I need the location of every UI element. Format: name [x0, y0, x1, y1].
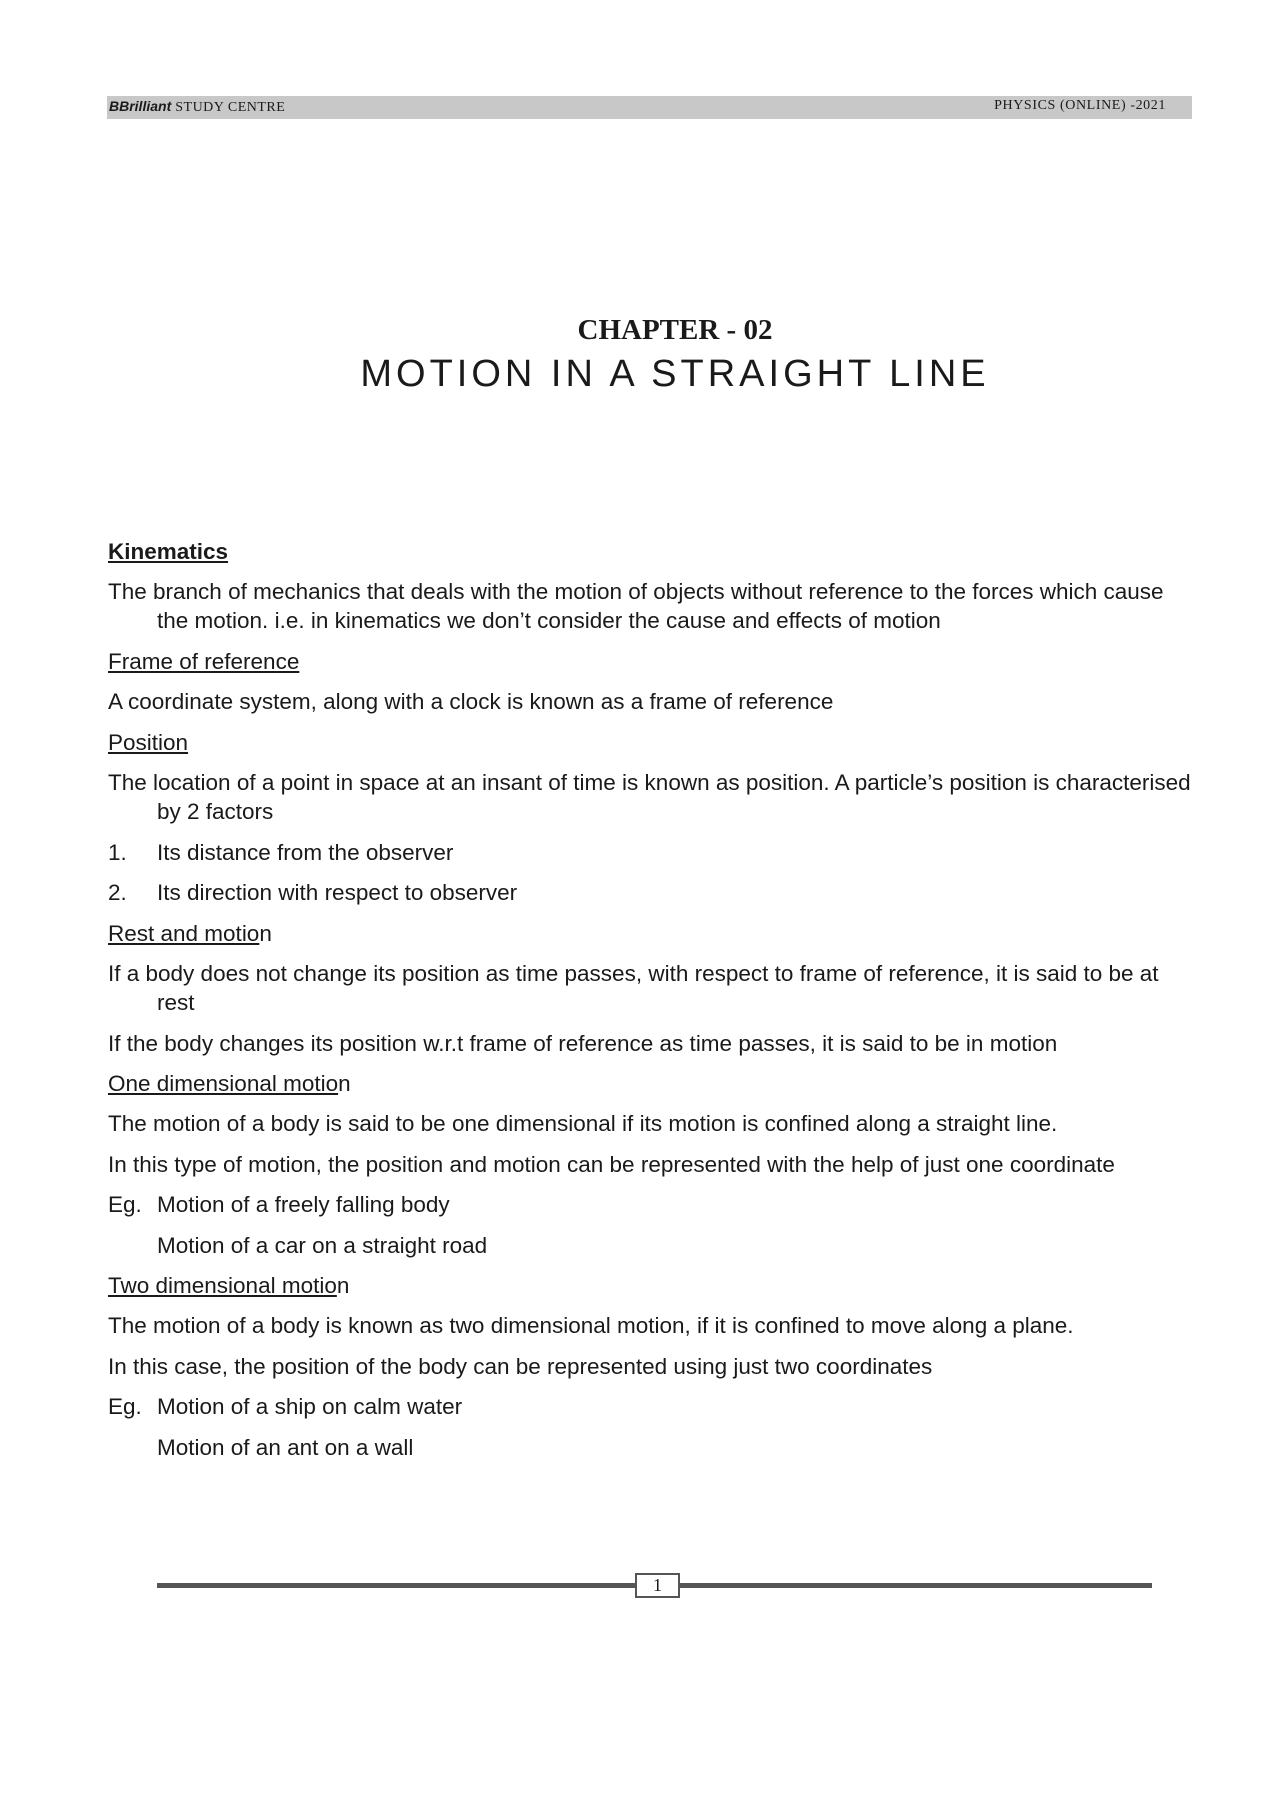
rest-definition-cont: rest: [157, 990, 195, 1015]
list-item: Its distance from the observer: [157, 840, 454, 865]
kinematics-definition-cont: the motion. i.e. in kinematics we don’t consider the cause and effects of motion: [157, 608, 941, 633]
two-dim-definition-2: In this case, the position of the body can be represented using just two coordinates: [108, 1354, 933, 1379]
footer-rule-left: [157, 1583, 637, 1588]
two-dim-example-2: Motion of an ant on a wall: [157, 1435, 414, 1460]
chapter-title: MOTION IN A STRAIGHT LINE: [360, 353, 990, 395]
page-number: 1: [635, 1573, 680, 1598]
position-definition-cont: by 2 factors: [157, 799, 274, 824]
org-name: STUDY CENTRE: [175, 100, 286, 115]
motion-definition: If the body changes its position w.r.t frame of reference as time passes, it is said to be in motion: [108, 1031, 1058, 1056]
one-dim-heading-underlined: One dimensional motio: [108, 1071, 339, 1096]
header-left: [109, 98, 285, 116]
kinematics-heading: Kinematics: [108, 539, 229, 564]
two-dim-definition: The motion of a body is known as two dimensional motion, if it is confined to move along a plane.: [108, 1313, 1074, 1338]
two-dim-example-1: Motion of a ship on calm water: [157, 1394, 463, 1419]
two-dim-heading-tail: n: [336, 1273, 350, 1298]
rest-heading-tail: n: [259, 921, 272, 946]
one-dim-heading-tail: n: [338, 1071, 351, 1096]
rest-definition: If a body does not change its position as time passes, with respect to frame of reference, it is said to be at: [108, 961, 1159, 986]
position-heading: Position: [108, 730, 189, 755]
eg-label: Eg.: [108, 1192, 142, 1217]
footer-rule-right: [678, 1583, 1152, 1588]
one-dim-heading: [108, 1071, 351, 1097]
one-dim-example-1: Motion of a freely falling body: [157, 1192, 450, 1217]
one-dim-definition-2: In this type of motion, the position and motion can be represented with the help of just one coordinate: [108, 1152, 1115, 1177]
position-definition: The location of a point in space at an insant of time is known as position. A particle’s position is characterised: [108, 770, 1191, 795]
course-label: PHYSICS (ONLINE) -2021: [994, 98, 1166, 113]
frame-heading: Frame of reference: [108, 649, 300, 674]
chapter-number: CHAPTER - 02: [577, 314, 773, 346]
one-dim-definition: The motion of a body is said to be one dimensional if its motion is confined along a straight line.: [108, 1111, 1058, 1136]
brand-logo-text: BBrilliant: [109, 98, 172, 114]
list-item: Its direction with respect to observer: [157, 880, 518, 905]
two-dim-heading-underlined: Two dimensional motio: [108, 1273, 337, 1298]
frame-definition: A coordinate system, along with a clock is known as a frame of reference: [108, 689, 834, 714]
kinematics-definition: The branch of mechanics that deals with the motion of objects without reference to the forces which cause: [108, 579, 1164, 604]
two-dim-heading: [108, 1273, 349, 1299]
page-header: [107, 96, 1192, 119]
one-dim-example-2: Motion of a car on a straight road: [157, 1233, 488, 1258]
rest-heading: [108, 921, 272, 947]
rest-heading-underlined: Rest and motio: [108, 921, 260, 946]
list-item-number: 1.: [108, 840, 127, 865]
eg-label: Eg.: [108, 1394, 142, 1419]
list-item-number: 2.: [108, 880, 127, 905]
